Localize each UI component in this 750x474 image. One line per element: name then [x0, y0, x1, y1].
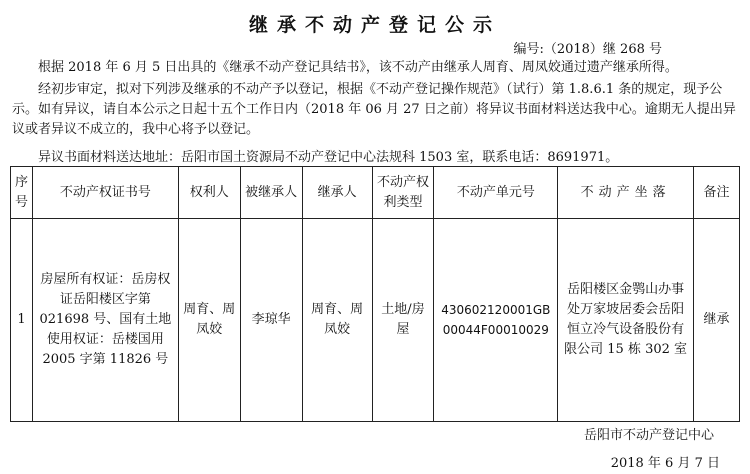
cell-seq: 1 [11, 219, 33, 422]
cell-cert: 房屋所有权证：岳房权证岳阳楼区字第 021698 号、国有土地使用权证：岳楼国用 2005 字第 11826 号 [32, 219, 178, 422]
property-table [10, 166, 740, 422]
cell-remark: 继承 [693, 219, 739, 422]
issue-date: 2018 年 6 月 7 日 [610, 456, 720, 471]
header-deceased: 被继承人 [240, 167, 302, 219]
issuer-signature: 岳阳市不动产登记中心 [583, 428, 714, 443]
table-row [11, 219, 740, 422]
cell-unit-no: 430602120001GB00044F00010029 [434, 219, 558, 422]
header-remark: 备注 [693, 167, 739, 219]
cell-location: 岳阳楼区金鹗山办事处万家坡居委会岳阳恒立冷气设备股份有限公司 15 栋 302 室 [558, 219, 694, 422]
header-heir: 继承人 [302, 167, 372, 219]
document-number: 编号:（2018）继 268 号 [513, 42, 662, 57]
header-unit-no: 不动产单元号 [434, 167, 558, 219]
cell-heir: 周育、周凤姣 [302, 219, 372, 422]
paragraph-basis: 根据 2018 年 6 月 5 日出具的《继承不动产登记具结书》，该不动产由继承人周育、周凤姣通过遗产继承所得。 [38, 60, 678, 75]
header-seq: 序号 [11, 167, 33, 219]
header-location: 不动产坐落 [558, 167, 694, 219]
table-header-row [11, 167, 740, 219]
header-right-type: 不动产权利类型 [372, 167, 434, 219]
paragraph-review: 经初步审定，拟对下列涉及继承的不动产予以登记，根据《不动产登记操作规范》（试行）第 1.8.6.1 条的规定，现予公示。如有异议，请自本公示之日起十五个工作日内（2018 年 06 月 27 日之前）将异议书面材料送达我中心。逾期无人提出异议或者异议不成立的，我中心将予以登记。 [12, 82, 736, 137]
cell-deceased: 李琼华 [240, 219, 302, 422]
header-holder: 权利人 [178, 167, 240, 219]
paragraph-address: 异议书面材料送达地址：岳阳市国土资源局不动产登记中心法规科 1503 室，联系电话：8691971。 [38, 150, 619, 165]
cell-holder: 周育、周凤姣 [178, 219, 240, 422]
notice-title: 继承不动产登记公示 [248, 14, 501, 36]
header-cert: 不动产权证书号 [32, 167, 178, 219]
cell-right-type: 土地/房屋 [372, 219, 434, 422]
